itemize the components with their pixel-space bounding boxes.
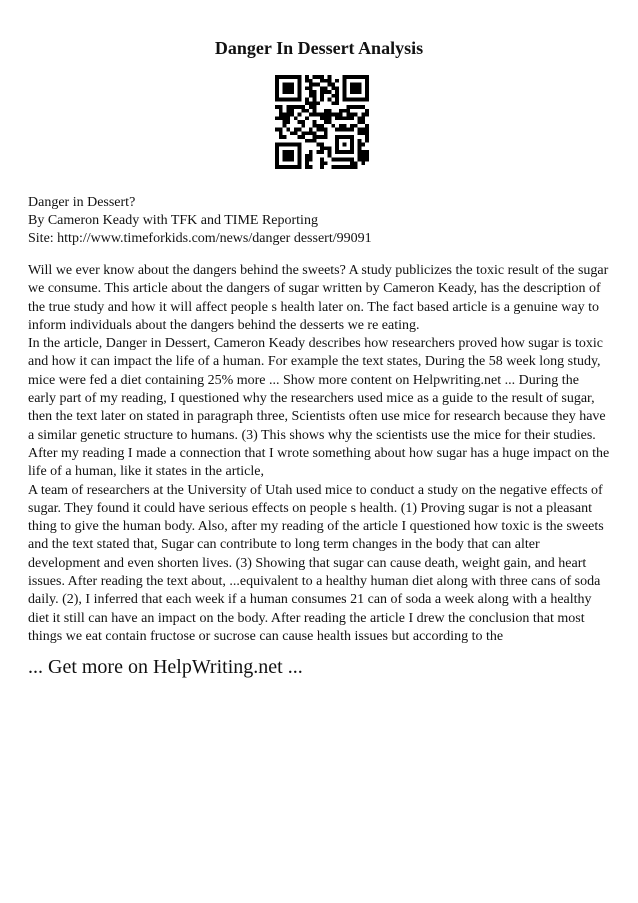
- qr-module: [331, 113, 335, 117]
- qr-module: [305, 154, 309, 158]
- qr-module: [331, 83, 335, 87]
- qr-module: [358, 143, 362, 147]
- qr-module: [301, 135, 305, 139]
- qr-module: [324, 86, 328, 90]
- qr-module: [286, 109, 290, 113]
- qr-module: [343, 109, 347, 113]
- qr-module: [350, 105, 354, 109]
- qr-module: [313, 135, 317, 139]
- qr-module: [339, 128, 343, 132]
- qr-module: [320, 135, 324, 139]
- qr-module: [324, 131, 328, 135]
- qr-module: [309, 131, 313, 135]
- qr-module: [301, 109, 305, 113]
- qr-module: [361, 120, 365, 124]
- qr-module: [339, 124, 343, 128]
- qr-module: [335, 98, 339, 102]
- qr-module: [354, 165, 358, 169]
- qr-module: [305, 131, 309, 135]
- qr-module: [365, 124, 369, 128]
- article-title-line: Danger in Dessert?: [28, 195, 136, 210]
- qr-module: [354, 161, 358, 165]
- qr-module: [298, 135, 302, 139]
- qr-module: [361, 128, 365, 132]
- qr-module: [331, 94, 335, 98]
- qr-module: [320, 124, 324, 128]
- qr-module: [313, 101, 317, 105]
- qr-module: [365, 128, 369, 132]
- qr-module: [305, 165, 309, 169]
- qr-module: [343, 124, 347, 128]
- qr-module: [316, 143, 320, 147]
- qr-module: [309, 86, 313, 90]
- qr-module: [328, 83, 332, 87]
- qr-module: [279, 113, 283, 117]
- qr-module: [331, 124, 335, 128]
- qr-module: [343, 128, 347, 132]
- qr-module: [358, 158, 362, 162]
- qr-module: [309, 90, 313, 94]
- qr-module: [339, 165, 343, 169]
- qr-module: [324, 135, 328, 139]
- qr-module: [324, 109, 328, 113]
- qr-module: [283, 113, 287, 117]
- qr-module: [305, 161, 309, 165]
- qr-module: [335, 165, 339, 169]
- qr-module: [294, 131, 298, 135]
- qr-module: [346, 158, 350, 162]
- qr-module: [316, 75, 320, 79]
- qr-module: [309, 139, 313, 143]
- qr-module: [279, 116, 283, 120]
- qr-module: [309, 165, 313, 169]
- qr-module: [305, 158, 309, 162]
- qr-module: [286, 116, 290, 120]
- qr-module: [365, 158, 369, 162]
- qr-module: [279, 128, 283, 132]
- qr-module: [331, 101, 335, 105]
- qr-module: [339, 116, 343, 120]
- qr-module: [346, 113, 350, 117]
- qr-module: [305, 79, 309, 83]
- qr-module: [350, 165, 354, 169]
- qr-module: [309, 83, 313, 87]
- qr-module: [316, 113, 320, 117]
- qr-module: [316, 83, 320, 87]
- qr-module: [313, 75, 317, 79]
- qr-module: [275, 105, 279, 109]
- qr-module: [328, 90, 332, 94]
- qr-module: [328, 154, 332, 158]
- qr-module: [286, 120, 290, 124]
- qr-module: [316, 101, 320, 105]
- qr-module: [324, 161, 328, 165]
- qr-module: [305, 101, 309, 105]
- paragraph: Will we ever know about the dangers behind the sweets? A study publicizes the toxic result of the sugar we consume. This article about the dangers of sugar written by Cameron Keady, has the description of the true study and how it will affect people s health later on. The fact based article is a genuine way to inform individuals about the dangers behind the desserts we re eating.: [28, 263, 609, 333]
- qr-module: [328, 113, 332, 117]
- qr-module: [350, 124, 354, 128]
- qr-module: [309, 128, 313, 132]
- qr-module: [358, 139, 362, 143]
- qr-module: [316, 150, 320, 154]
- qr-module: [290, 105, 294, 109]
- qr-module: [301, 124, 305, 128]
- qr-module: [275, 128, 279, 132]
- qr-module: [358, 128, 362, 132]
- qr-module: [305, 98, 309, 102]
- qr-module: [290, 113, 294, 117]
- qr-module: [361, 116, 365, 120]
- qr-module: [294, 116, 298, 120]
- qr-module: [279, 131, 283, 135]
- qr-module: [358, 154, 362, 158]
- qr-module: [320, 75, 324, 79]
- qr-module: [346, 109, 350, 113]
- qr-module: [309, 158, 313, 162]
- qr-module: [328, 120, 332, 124]
- qr-module: [324, 116, 328, 120]
- qr-module: [335, 79, 339, 83]
- qr-module: [316, 124, 320, 128]
- qr-module: [365, 131, 369, 135]
- qr-module: [313, 120, 317, 124]
- qr-module: [313, 131, 317, 135]
- qr-module: [309, 113, 313, 117]
- qr-module: [301, 105, 305, 109]
- qr-module: [361, 113, 365, 117]
- qr-module: [313, 94, 317, 98]
- qr-module: [320, 116, 324, 120]
- qr-module: [320, 146, 324, 150]
- qr-module: [324, 120, 328, 124]
- qr-module: [275, 116, 279, 120]
- qr-module: [279, 109, 283, 113]
- qr-module: [335, 90, 339, 94]
- qr-module: [283, 120, 287, 124]
- qr-module: [350, 158, 354, 162]
- qr-module: [343, 158, 347, 162]
- qr-module: [320, 98, 324, 102]
- qr-module: [335, 113, 339, 117]
- qr-module: [328, 150, 332, 154]
- qr-module: [301, 120, 305, 124]
- article-metadata: [28, 194, 618, 248]
- qr-module: [309, 79, 313, 83]
- qr-module: [365, 135, 369, 139]
- qr-module: [328, 109, 332, 113]
- qr-module: [286, 113, 290, 117]
- qr-module: [350, 128, 354, 132]
- qr-module: [324, 79, 328, 83]
- qr-module: [279, 105, 283, 109]
- qr-module: [313, 113, 317, 117]
- qr-module: [320, 161, 324, 165]
- source-site: Site: http://www.timeforkids.com/news/danger dessert/99091: [28, 231, 372, 246]
- page-title: Danger In Dessert Analysis: [214, 38, 424, 58]
- qr-module: [358, 131, 362, 135]
- qr-module: [298, 120, 302, 124]
- qr-module: [305, 109, 309, 113]
- qr-module: [358, 150, 362, 154]
- qr-module: [309, 105, 313, 109]
- qr-module: [286, 105, 290, 109]
- qr-module: [298, 105, 302, 109]
- qr-module: [320, 150, 324, 154]
- qr-module: [339, 158, 343, 162]
- qr-module: [320, 113, 324, 117]
- qr-module: [350, 161, 354, 165]
- qr-module: [298, 113, 302, 117]
- qr-module: [335, 128, 339, 132]
- qr-module: [320, 158, 324, 162]
- qr-module: [309, 154, 313, 158]
- qr-module: [283, 135, 287, 139]
- qr-module: [361, 158, 365, 162]
- qr-module: [365, 113, 369, 117]
- get-more-link[interactable]: ... Get more on HelpWriting.net ...: [28, 656, 303, 678]
- qr-module: [320, 86, 324, 90]
- qr-module: [346, 128, 350, 132]
- qr-module: [354, 105, 358, 109]
- qr-module: [320, 79, 324, 83]
- qr-module: [331, 86, 335, 90]
- qr-module: [328, 116, 332, 120]
- qr-module: [328, 146, 332, 150]
- qr-module: [361, 150, 365, 154]
- qr-module: [365, 150, 369, 154]
- paragraph: In the article, Danger in Dessert, Cameron Keady describes how researchers proved how sugar is toxic and how it can impact the life of a human. For example the text states, During the 58 week long study, mice were fed a diet containing 25% more ... Show more content on Helpwriting.net ... During the early part of my reading, I questioned why the researchers used mice as a guide to the result of sugar, then the text later on stated in paragraph three, Scientists often use mice for research because they have a similar genetic structure to humans. (3) This shows why the scientists use the mice for their studies. After my reading I made a connection that I wrote something about how sugar has a huge impact on the life of a human, like it states in the article,: [28, 336, 610, 480]
- qr-module: [361, 154, 365, 158]
- qr-module: [309, 101, 313, 105]
- qr-module: [361, 143, 365, 147]
- qr-module: [313, 139, 317, 143]
- qr-module: [346, 105, 350, 109]
- qr-module: [313, 109, 317, 113]
- qr-code-icon: [275, 75, 369, 169]
- qr-module: [324, 90, 328, 94]
- qr-module: [328, 75, 332, 79]
- qr-module: [324, 113, 328, 117]
- qr-module: [294, 128, 298, 132]
- qr-module: [309, 150, 313, 154]
- qr-module: [313, 124, 317, 128]
- qr-module: [343, 165, 347, 169]
- qr-module: [324, 128, 328, 132]
- qr-module: [305, 86, 309, 90]
- qr-module: [358, 146, 362, 150]
- qr-module: [313, 83, 317, 87]
- qr-module: [346, 165, 350, 169]
- qr-module: [335, 86, 339, 90]
- qr-module: [361, 161, 365, 165]
- qr-module: [328, 98, 332, 102]
- qr-module: [339, 113, 343, 117]
- qr-module: [343, 116, 347, 120]
- qr-module: [294, 105, 298, 109]
- qr-module: [328, 79, 332, 83]
- qr-module: [350, 116, 354, 120]
- qr-module: [305, 139, 309, 143]
- qr-module: [290, 131, 294, 135]
- qr-module: [358, 120, 362, 124]
- qr-module: [320, 90, 324, 94]
- qr-module: [320, 128, 324, 132]
- qr-module: [283, 116, 287, 120]
- qr-module: [324, 146, 328, 150]
- qr-module: [361, 105, 365, 109]
- qr-module: [361, 131, 365, 135]
- qr-module: [286, 128, 290, 132]
- qr-module: [313, 98, 317, 102]
- qr-module: [358, 116, 362, 120]
- qr-module: [316, 135, 320, 139]
- qr-module: [290, 109, 294, 113]
- qr-module: [316, 128, 320, 132]
- qr-module: [331, 165, 335, 169]
- qr-module: [305, 75, 309, 79]
- essay-body: [28, 262, 610, 646]
- qr-module: [309, 94, 313, 98]
- qr-module: [339, 109, 343, 113]
- qr-module: [301, 131, 305, 135]
- qr-module: [354, 113, 358, 117]
- paragraph: A team of researchers at the University of Utah used mice to conduct a study on the negative effects of sugar. They found it could have serious effects on people s health. (1) Proving sugar is not a pleasant thing to give the human body. Also, after my reading of the article I questioned how toxic is the sweets and the text stated that, Sugar can contribute to long term changes in the body that can alter development and even shorten lives. (3) Showing that sugar can cause death, weight gain, and heart issues. After reading the text about, ...equivalent to a healthy human diet along with three cans of soda daily. (2), I inferred that each week if a human consumes 21 can of soda a week along with a healthy diet it still can have an impact on the body. After reading the article I drew the conclusion that most things we eat contain fructose or sucrose can cause health issues but according to the: [28, 482, 604, 644]
- qr-module: [331, 158, 335, 162]
- qr-module: [320, 165, 324, 169]
- qr-module: [313, 90, 317, 94]
- qr-module: [335, 116, 339, 120]
- qr-module: [346, 116, 350, 120]
- qr-module: [365, 154, 369, 158]
- qr-module: [365, 139, 369, 143]
- qr-module: [365, 109, 369, 113]
- qr-module: [283, 124, 287, 128]
- qr-module: [358, 105, 362, 109]
- qr-module: [354, 124, 358, 128]
- qr-module: [350, 113, 354, 117]
- qr-module: [335, 94, 339, 98]
- qr-module: [335, 158, 339, 162]
- qr-module: [320, 94, 324, 98]
- byline: By Cameron Keady with TFK and TIME Reporting: [28, 213, 318, 228]
- qr-module: [298, 128, 302, 132]
- qr-module: [305, 116, 309, 120]
- qr-module: [335, 101, 339, 105]
- qr-module: [279, 135, 283, 139]
- qr-module: [313, 105, 317, 109]
- qr-module: [320, 143, 324, 147]
